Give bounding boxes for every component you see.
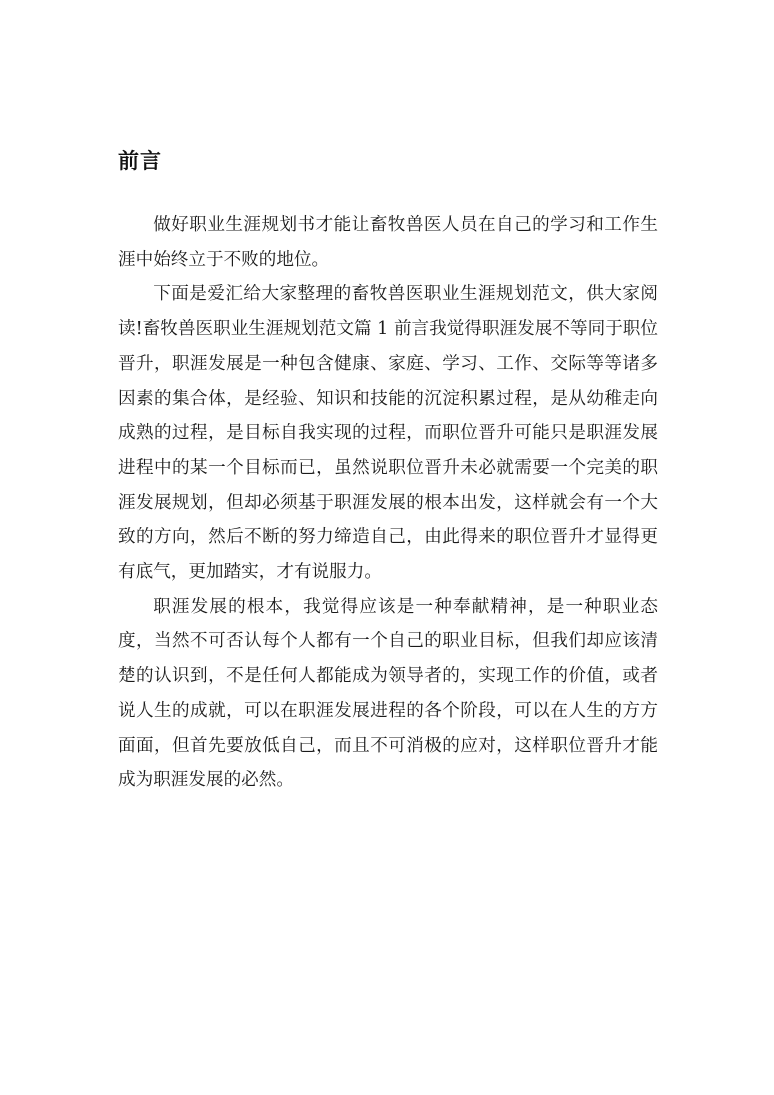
paragraph-1: 做好职业生涯规划书才能让畜牧兽医人员在自己的学习和工作生涯中始终立于不败的地位。 [118, 215, 658, 270]
paragraph-3: 职涯发展的根本，我觉得应该是一种奉献精神，是一种职业态度，当然不可否认每个人都有一个自己的职业目标，但我们却应该清楚的认识到，不是任何人都能成为领导者的，实现工作的价值，或者说人生的成就，可以在职涯发展进程的各个阶段，可以在人生的方方面面，但首先要放低自己，而且不可消极的应对，这样职位晋升才能成为职涯发展的必然。 [118, 596, 658, 791]
body-text [118, 208, 658, 798]
section-heading: 前言 [118, 149, 162, 173]
paragraph-2: 下面是爱汇给大家整理的畜牧兽医职业生涯规划范文，供大家阅读!畜牧兽医职业生涯规划范文篇 1 前言我觉得职涯发展不等同于职位晋升，职涯发展是一种包含健康、家庭、学习、工作、交际等等诸多因素的集合体，是经验、知识和技能的沉淀积累过程，是从幼稚走向成熟的过程，是目标自我实现的过程，而职位晋升可能只是职涯发展进程中的某一个目标而已，虽然说职位晋升未必就需要一个完美的职涯发展规划，但却必须基于职涯发展的根本出发，这样就会有一个大致的方向，然后不断的努力缔造自己，由此得来的职位晋升才显得更有底气，更加踏实，才有说服力。 [118, 284, 658, 583]
